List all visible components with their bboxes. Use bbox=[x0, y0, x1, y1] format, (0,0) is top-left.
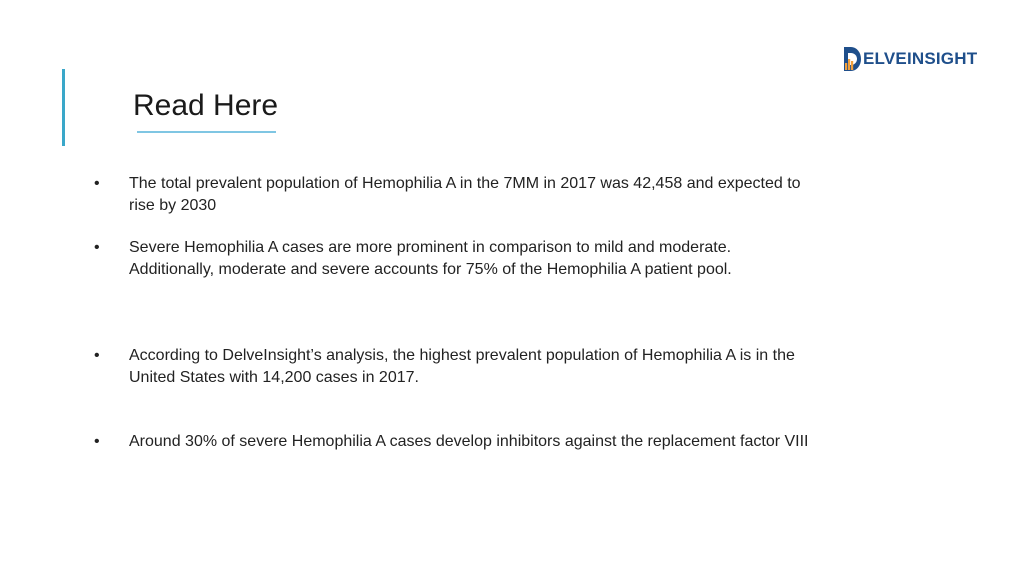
bullet-text: The total prevalent population of Hemophilia A in the 7MM in 2017 was 42,458 and expected to rise by 2030 bbox=[129, 175, 801, 214]
bullet-text: Around 30% of severe Hemophilia A cases develop inhibitors against the replacement factor VIII bbox=[129, 433, 809, 450]
list-item bbox=[86, 173, 826, 217]
bullet-icon: • bbox=[94, 347, 100, 364]
list-item bbox=[86, 431, 826, 453]
bullet-icon: • bbox=[94, 433, 100, 450]
accent-bar bbox=[62, 69, 65, 146]
logo-mark-icon bbox=[842, 45, 862, 73]
bullet-text: According to DelveInsight’s analysis, the highest prevalent population of Hemophilia A is in the United States with 14,200 cases in 2017. bbox=[129, 347, 795, 386]
slide-title: Read Here bbox=[133, 89, 279, 122]
title-underline bbox=[137, 131, 276, 133]
list-item bbox=[86, 237, 826, 281]
bullet-icon: • bbox=[94, 175, 100, 192]
logo-text: ELVEINSIGHT bbox=[863, 49, 978, 68]
list-item bbox=[86, 345, 826, 389]
delveinsight-logo bbox=[842, 44, 977, 74]
bullet-icon: • bbox=[94, 239, 100, 256]
bullet-text: Severe Hemophilia A cases are more prominent in comparison to mild and moderate. Additionally, moderate and severe accounts for 75% of the Hemophilia A patient pool. bbox=[129, 239, 732, 278]
